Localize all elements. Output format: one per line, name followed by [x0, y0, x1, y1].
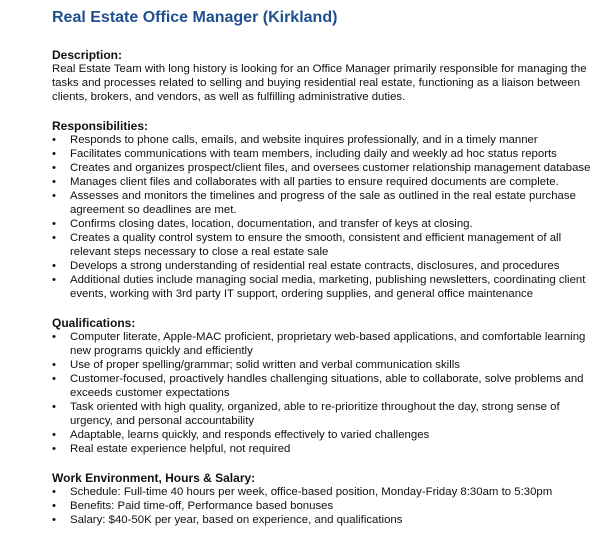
- description-section: [52, 48, 592, 104]
- list-item: • Manages client files and collaborates with all parties to ensure required documents are complete.: [52, 175, 592, 189]
- description-heading: Description:: [52, 48, 123, 62]
- page-title: Real Estate Office Manager (Kirkland): [52, 9, 338, 26]
- description-text: Real Estate Team with long history is looking for an Office Manager primarily responsible for managing the tasks and processes related to selling and buying residential real estate, functioning as a liaison between clients, brokers, and vendors, as well as fulfilling administrative duties.: [52, 63, 587, 103]
- list-item: • Use of proper spelling/grammar; solid written and verbal communication skills: [52, 358, 592, 372]
- work-environment-heading: Work Environment, Hours & Salary:: [52, 471, 256, 485]
- list-item: • Salary: $40-50K per year, based on experience, and qualifications: [52, 513, 592, 527]
- list-item: • Real estate experience helpful, not required: [52, 442, 592, 456]
- work-environment-list: [52, 485, 592, 527]
- qualifications-list: [52, 330, 592, 456]
- responsibilities-heading: Responsibilities:: [52, 119, 149, 133]
- qualifications-section: [52, 316, 592, 456]
- list-item: • Develops a strong understanding of residential real estate contracts, disclosures, and procedures: [52, 259, 592, 273]
- list-item: • Assesses and monitors the timelines and progress of the sale as outlined in the real estate purchase agreement so deadlines are met.: [52, 189, 592, 217]
- list-item: • Task oriented with high quality, organized, able to re-prioritize throughout the day, strong sense of urgency, and personal accountability: [52, 400, 592, 428]
- list-item: • Additional duties include managing social media, marketing, publishing newsletters, coordinating client events, working with 3rd party IT support, ordering supplies, and general office maintenance: [52, 273, 592, 301]
- work-environment-section: [52, 471, 592, 527]
- list-item: • Creates and organizes prospect/client files, and oversees customer relationship management database: [52, 161, 592, 175]
- responsibilities-list: [52, 133, 592, 301]
- list-item: • Confirms closing dates, location, documentation, and transfer of keys at closing.: [52, 217, 592, 231]
- job-posting: [52, 8, 592, 542]
- responsibilities-section: [52, 119, 592, 301]
- list-item: • Customer-focused, proactively handles challenging situations, able to collaborate, solve problems and exceeds customer expectations: [52, 372, 592, 400]
- list-item: • Responds to phone calls, emails, and website inquires professionally, and in a timely manner: [52, 133, 592, 147]
- qualifications-heading: Qualifications:: [52, 316, 136, 330]
- list-item: • Creates a quality control system to ensure the smooth, consistent and efficient management of all relevant steps necessary to close a real estate sale: [52, 231, 592, 259]
- list-item: • Facilitates communications with team members, including daily and weekly ad hoc status reports: [52, 147, 592, 161]
- list-item: • Benefits: Paid time-off, Performance based bonuses: [52, 499, 592, 513]
- list-item: • Schedule: Full-time 40 hours per week, office-based position, Monday-Friday 8:30am to 5:30pm: [52, 485, 592, 499]
- list-item: • Adaptable, learns quickly, and responds effectively to varied challenges: [52, 428, 592, 442]
- list-item: • Computer literate, Apple-MAC proficient, proprietary web-based applications, and comfortable learning new programs quickly and efficiently: [52, 330, 592, 358]
